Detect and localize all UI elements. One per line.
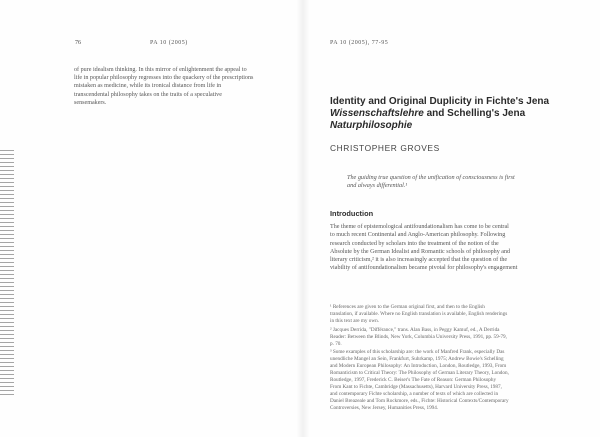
footnote-line: Routledge, 1997, Frederick C. Beiser's The Fate of Reason: German Philosophy xyxy=(330,377,497,384)
footnote-line: ² Jacques Derrida, "Différance," trans. Alan Bass, in Peggy Kamuf, ed., A Derrida xyxy=(330,326,500,333)
footnote-line: Romanticism to Critical Theory: The Philosophy of German Literary Theory, London, xyxy=(330,370,509,377)
body-line: viability of antifoundationalism became pivotal for philosophy's engagement xyxy=(330,265,518,272)
title-line: Naturphilosophie xyxy=(330,120,413,132)
left-running-head: PA 10 (2005) xyxy=(150,40,188,46)
gutter-shadow xyxy=(296,0,310,437)
body-line: transcendental philosophy takes on the traits of a speculative xyxy=(74,91,222,98)
epigraph-line: The guiding true question of the unification of consciousness is first xyxy=(347,174,515,181)
footnote-line: ³ Some examples of this scholarship are: the work of Manfred Frank, especially Das xyxy=(330,349,505,356)
article-title xyxy=(330,96,590,133)
footnote-line: Daniel Breazeale and Tom Rockmore, eds., Fichte: Historical Contexts/Contemporary xyxy=(330,397,509,404)
footnote-line: translation, if available. Where no English translation is available, English renderings xyxy=(330,310,508,317)
body-line: research conducted by scholars into the treatment of the notion of the xyxy=(330,240,499,247)
body-line: mistaken as medicine, while its ironical distance from life in xyxy=(74,83,222,90)
title-line xyxy=(330,108,590,120)
footnote-line: p. 70. xyxy=(330,340,342,347)
body-line: literary criticism,² it is also increasingly accepted that the question of the xyxy=(330,257,508,264)
author-name: CHRISTOPHER GROVES xyxy=(330,143,440,153)
footnotes xyxy=(330,302,592,412)
title-italic: Wissenschaftslehre xyxy=(330,108,424,120)
footnote-line: From Kant to Fichte, Cambridge (Massachusetts), Harvard University Press, 1987, xyxy=(330,383,502,390)
footnote xyxy=(330,327,592,348)
title-line: Identity and Original Duplicity in Fichte's Jena xyxy=(330,96,550,107)
footnote-line: ¹ References are given to the German original first, and then to the English xyxy=(330,304,485,310)
epigraph xyxy=(347,174,587,191)
footnote-line: unendliche Mangel an Sein, Frankfurt, Suhrkamp, 1975; Andrew Bowie's Schelling xyxy=(330,356,504,363)
body-line: sensemakers. xyxy=(74,99,107,106)
title-rest: and Schelling's Jena xyxy=(423,108,526,120)
footnote-line: and Modern European Philosophy: An Introduction, London, Routledge, 1993, From xyxy=(330,363,507,370)
left-page xyxy=(0,0,298,437)
left-body-text xyxy=(74,66,292,107)
footnote-line: in this text are my own. xyxy=(330,317,379,324)
right-running-head: PA 10 (2005), 77-95 xyxy=(330,40,389,46)
right-body-text xyxy=(330,223,592,273)
epigraph-line: and always differential.¹ xyxy=(347,182,408,190)
section-heading: Introduction xyxy=(330,209,374,218)
body-line: to much recent Continental and Anglo-American philosophy. Following xyxy=(330,232,506,239)
body-line: life in popular philosophy regresses into the quackery of the prescriptions xyxy=(74,75,254,82)
footnote-line: Controversies, New Jersey, Humanities Press, 1994. xyxy=(330,404,439,411)
body-line: of pure idealism thinking. In this mirror of enlightenment the appeal to xyxy=(74,67,247,73)
body-line: The theme of epistemological antifoundationalism has come to be central xyxy=(330,224,509,230)
footnote-line: and contemporary Fichte scholarship, a number of texts of which are collected in xyxy=(330,390,499,397)
right-page xyxy=(310,0,600,437)
body-line: Absolute by the German Idealist and Romantic schools of philosophy and xyxy=(330,248,511,255)
footnote-line: Reader: Between the Blinds, New York, Columbia University Press, 1991, pp. 59-79, xyxy=(330,333,507,340)
footnote xyxy=(330,304,592,325)
footnote xyxy=(330,349,592,411)
left-page-number: 76 xyxy=(75,40,81,46)
